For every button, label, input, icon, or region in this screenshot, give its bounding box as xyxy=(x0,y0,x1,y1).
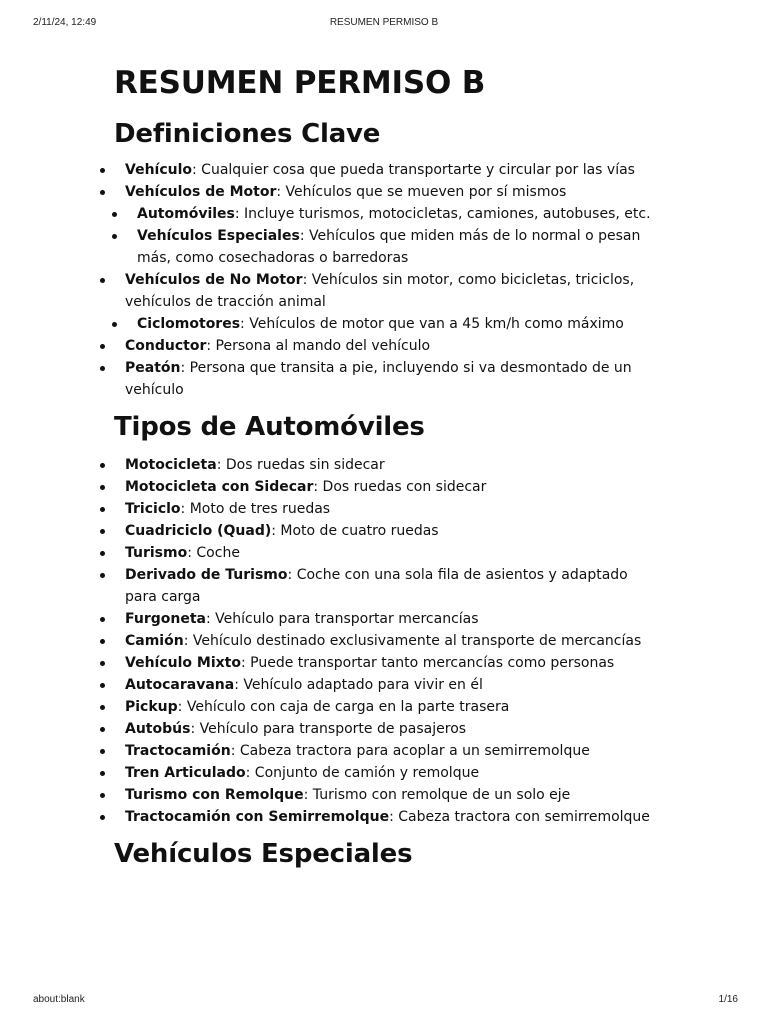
item-text: : Vehículos de motor que van a 45 km/h como máximo xyxy=(240,316,624,332)
list-item xyxy=(114,498,659,520)
bullet-icon xyxy=(100,278,105,283)
list-definiciones xyxy=(114,159,659,401)
list-item xyxy=(126,203,659,225)
list-item xyxy=(114,674,659,696)
bullet-icon xyxy=(100,771,105,776)
bullet-icon xyxy=(100,366,105,371)
list-item xyxy=(114,652,659,674)
item-term: Peatón xyxy=(125,360,181,376)
list-item xyxy=(114,542,659,564)
bullet-icon xyxy=(100,793,105,798)
item-text: : Cabeza tractora para acoplar a un semirremolque xyxy=(230,743,590,759)
bullet-icon xyxy=(100,551,105,556)
bullet-icon xyxy=(100,507,105,512)
print-doc-title: RESUMEN PERMISO B xyxy=(329,17,439,28)
item-text: : Vehículos sin motor, como bicicletas, triciclos, vehículos de tracción animal xyxy=(125,272,635,310)
item-term: Triciclo xyxy=(125,501,181,517)
heading-tipos: Tipos de Automóviles xyxy=(114,412,425,442)
heading-definiciones: Definiciones Clave xyxy=(114,119,381,149)
list-item xyxy=(114,784,659,806)
item-term: Ciclomotores xyxy=(137,316,241,332)
item-term: Furgoneta xyxy=(125,611,206,627)
item-term: Vehículo xyxy=(125,162,193,178)
item-text: : Conjunto de camión y remolque xyxy=(245,765,480,781)
bullet-icon xyxy=(112,322,117,327)
list-item xyxy=(114,806,659,828)
item-text: : Cabeza tractora con semirremolque xyxy=(389,809,650,825)
bullet-icon xyxy=(100,168,105,173)
bullet-icon xyxy=(100,617,105,622)
item-text: : Moto de cuatro ruedas xyxy=(271,523,439,539)
print-url: about:blank xyxy=(33,994,85,1005)
item-term: Motocicleta xyxy=(125,457,217,473)
item-term: Camión xyxy=(125,633,184,649)
list-item xyxy=(114,269,659,313)
list-item xyxy=(114,357,659,401)
bullet-icon xyxy=(100,344,105,349)
item-text: : Persona al mando del vehículo xyxy=(206,338,431,354)
list-item xyxy=(114,335,659,357)
item-term: Automóviles xyxy=(137,206,235,222)
bullet-icon xyxy=(100,705,105,710)
list-item xyxy=(114,520,659,542)
item-text: : Vehículo destinado exclusivamente al transporte de mercancías xyxy=(183,633,642,649)
item-text: : Coche xyxy=(187,545,240,561)
item-text: : Moto de tres ruedas xyxy=(180,501,331,517)
list-item xyxy=(114,476,659,498)
item-text: : Dos ruedas con sidecar xyxy=(313,479,487,495)
item-text: : Turismo con remolque de un solo eje xyxy=(303,787,571,803)
list-item xyxy=(114,718,659,740)
item-text: : Vehículos que se mueven por sí mismos xyxy=(276,184,567,200)
item-term: Tren Articulado xyxy=(125,765,246,781)
list-item xyxy=(126,225,659,269)
bullet-icon xyxy=(100,573,105,578)
item-text: : Puede transportar tanto mercancías como personas xyxy=(240,655,615,671)
item-text: : Cualquier cosa que pueda transportarte y circular por las vías xyxy=(192,162,635,178)
bullet-icon xyxy=(100,485,105,490)
item-term: Tractocamión xyxy=(125,743,231,759)
bullet-icon xyxy=(112,212,117,217)
heading-especiales: Vehículos Especiales xyxy=(114,839,413,869)
bullet-icon xyxy=(100,463,105,468)
page-title: RESUMEN PERMISO B xyxy=(114,65,486,101)
item-text: : Dos ruedas sin sidecar xyxy=(216,457,385,473)
item-text: : Coche con una sola fila de asientos y adaptado para carga xyxy=(125,567,628,605)
item-term: Turismo con Remolque xyxy=(125,787,304,803)
item-text: : Vehículo adaptado para vivir en él xyxy=(234,677,483,693)
list-item xyxy=(114,696,659,718)
item-text: : Incluye turismos, motocicletas, camiones, autobuses, etc. xyxy=(234,206,651,222)
list-item xyxy=(114,181,659,203)
list-item xyxy=(114,762,659,784)
list-item xyxy=(114,608,659,630)
item-text: : Vehículo para transporte de pasajeros xyxy=(190,721,467,737)
bullet-icon xyxy=(100,815,105,820)
item-term: Cuadriciclo (Quad) xyxy=(125,523,272,539)
item-term: Motocicleta con Sidecar xyxy=(125,479,314,495)
list-item xyxy=(114,454,659,476)
list-item xyxy=(114,159,659,181)
bullet-icon xyxy=(100,661,105,666)
list-tipos xyxy=(114,454,659,828)
item-text: : Vehículo para transportar mercancías xyxy=(205,611,479,627)
item-term: Conductor xyxy=(125,338,207,354)
list-item xyxy=(114,740,659,762)
bullet-icon xyxy=(112,234,117,239)
bullet-icon xyxy=(100,683,105,688)
item-term: Vehículos de No Motor xyxy=(125,272,303,288)
bullet-icon xyxy=(100,529,105,534)
item-text: : Vehículo con caja de carga en la parte trasera xyxy=(177,699,510,715)
document-content xyxy=(114,56,659,876)
item-term: Derivado de Turismo xyxy=(125,567,288,583)
list-item xyxy=(114,630,659,652)
item-term: Vehículos Especiales xyxy=(137,228,300,244)
print-datetime: 2/11/24, 12:49 xyxy=(33,17,97,28)
item-term: Vehículos de Motor xyxy=(125,184,277,200)
item-term: Pickup xyxy=(125,699,178,715)
bullet-icon xyxy=(100,190,105,195)
list-item xyxy=(126,313,659,335)
item-term: Autobús xyxy=(125,721,191,737)
bullet-icon xyxy=(100,749,105,754)
item-term: Turismo xyxy=(125,545,188,561)
item-term: Vehículo Mixto xyxy=(125,655,241,671)
item-term: Autocaravana xyxy=(125,677,235,693)
item-text: : Persona que transita a pie, incluyendo si va desmontado de un vehículo xyxy=(125,360,632,398)
item-term: Tractocamión con Semirremolque xyxy=(125,809,390,825)
bullet-icon xyxy=(100,727,105,732)
bullet-icon xyxy=(100,639,105,644)
list-item xyxy=(114,564,659,608)
print-page-number: 1/16 xyxy=(718,994,738,1005)
item-text: : Vehículos que miden más de lo normal o pesan más, como cosechadoras o barredoras xyxy=(137,228,641,266)
